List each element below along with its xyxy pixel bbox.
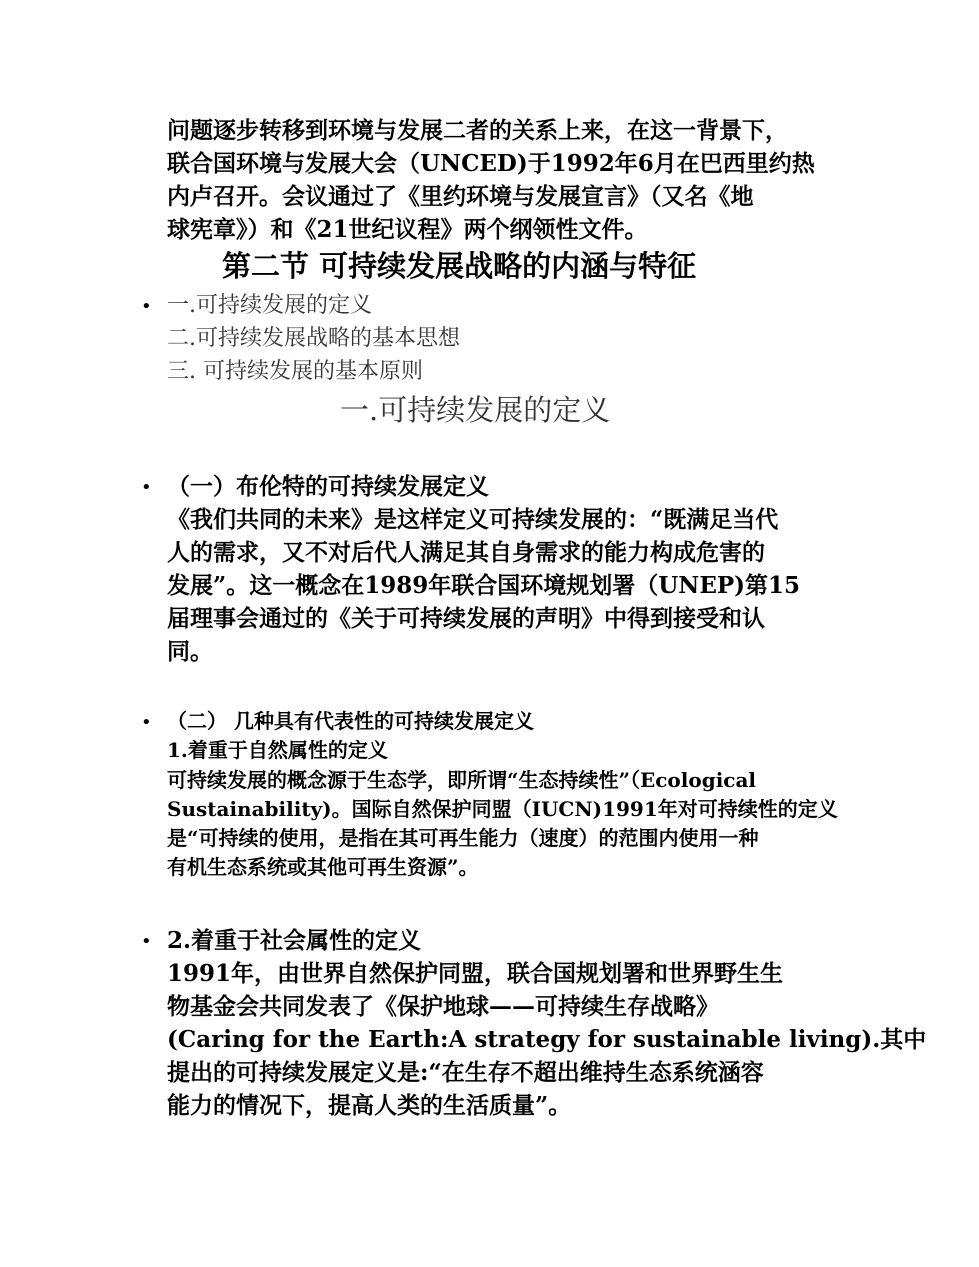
- bullet-icon: •: [141, 712, 152, 733]
- part3-heading: 2.着重于社会属性的定义: [167, 927, 422, 954]
- bullet-icon: •: [141, 296, 152, 317]
- part2-line: 有机生态系统或其他可再生资源”。: [167, 855, 479, 879]
- part2-line: Sustainability)。国际自然保护同盟（IUCN)1991年对可持续性的定义: [167, 797, 838, 821]
- part2-subheading: 1.着重于自然属性的定义: [167, 738, 388, 762]
- part1-line: 《我们共同的未来》是这样定义可持续发展的：“既满足当代: [167, 506, 779, 533]
- part3-line: 物基金会共同发表了《保护地球——可持续生存战略》: [167, 993, 719, 1020]
- outline-item: 二.可持续发展战略的基本思想: [167, 326, 460, 351]
- part3-line: 能力的情况下，提高人类的生活质量”。: [167, 1092, 572, 1119]
- outline-item: 一.可持续发展的定义: [167, 293, 372, 318]
- part3-line: 提出的可持续发展定义是:“在生存不超出维持生态系统涵容: [167, 1059, 764, 1086]
- part2-line: 可持续发展的概念源于生态学，即所谓“生态持续性”（Ecological: [167, 768, 757, 792]
- bullet-icon: •: [141, 931, 152, 952]
- part1-line: 人的需求，又不对后代人满足其自身需求的能力构成危害的: [167, 539, 765, 566]
- part1-line: 发展”。这一概念在1989年联合国环境规划署（UNEP)第15: [167, 572, 801, 599]
- part2-heading: （二） 几种具有代表性的可持续发展定义: [167, 709, 534, 733]
- bullet-icon: •: [141, 477, 152, 498]
- outline-item: 三. 可持续发展的基本原则: [167, 359, 423, 384]
- part3-line: (Caring for the Earth:A strategy for sustainable living).其中: [167, 1026, 927, 1053]
- part1-heading: （一）布伦特的可持续发展定义: [167, 473, 489, 500]
- intro-line: 内卢召开。会议通过了《里约环境与发展宣言》（又名《地: [167, 183, 754, 210]
- intro-line: 联合国环境与发展大会（UNCED)于1992年6月在巴西里约热: [167, 150, 815, 177]
- part3-line: 1991年，由世界自然保护同盟，联合国规划署和世界野生生: [167, 960, 784, 987]
- intro-line: 问题逐步转移到环境与发展二者的关系上来，在这一背景下，: [167, 117, 788, 144]
- section-title: 第二节 可持续发展战略的内涵与特征: [222, 249, 697, 283]
- part2-line: 是“可持续的使用，是指在其可再生能力（速度）的范围内使用一种: [167, 826, 759, 850]
- subsection-title: 一.可持续发展的定义: [340, 393, 611, 427]
- intro-line: 球宪章》）和《21世纪议程》两个纲领性文件。: [167, 216, 648, 243]
- part1-line: 同。: [167, 638, 213, 665]
- part1-line: 届理事会通过的《关于可持续发展的声明》中得到接受和认: [167, 605, 765, 632]
